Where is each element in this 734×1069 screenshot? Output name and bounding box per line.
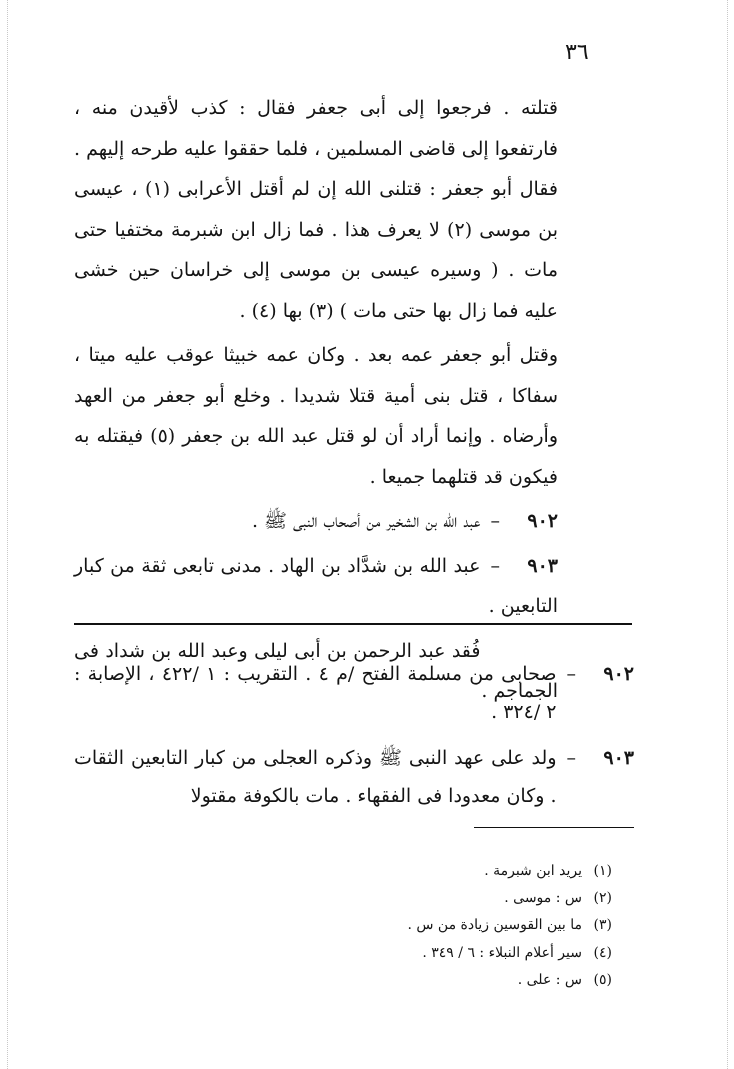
section-divider [74,623,632,625]
footnote [300,885,612,912]
footnote-text: س : موسى . [504,890,582,907]
main-text [74,88,558,712]
footnote-text: سير أعلام النبلاء : ٦ / ٣٤٩ . [422,944,582,961]
entry-text: فُقد عبد الرحمن بن أبى ليلى وعبد الله بن شداد فى الجماجم . [74,639,558,702]
entry-dash: – [490,510,500,532]
note-entry [74,655,634,731]
note-number: ٩٠٣ [603,747,634,769]
margin-dotted-line-right [727,0,728,1069]
paragraph: وقتل أبو جعفر عمه بعد . وكان عمه خبيثا عوقب عليه ميتا ، سفاكا ، قتل بنى أمية قتلا شديدا . وخلع أبو جعفر من العهد وأرضاه . وإنما أراد أن لو قتل عبد الله بن جعفر (٥) فيقتله به فيكون قد قتلهما جميعا . [74,344,558,488]
footnote-text: ما بين القوسين زيادة من س . [407,917,582,934]
entry-number: ٩٠٣ [527,554,558,577]
note-text: ولد على عهد النبى ﷺ وذكره العجلى من كبار التابعين الثقات . وكان معدودا فى الفقهاء . مات بالكوفة مقتولا [74,747,557,807]
entry-text: عبد الله بن الشخير من أصحاب النبى ﷺ . [251,510,481,532]
footnote-divider [474,827,634,828]
footnote-number: (٢) [593,890,612,907]
biography-entry [74,501,558,542]
biography-entry [74,546,558,627]
footnote-text: يريد ابن شبرمة . [484,863,582,879]
page-number: ٣٦ [565,40,589,65]
note-entry [74,739,634,815]
footnote [300,967,612,994]
notes-section [74,655,634,823]
entry-text: عبد الله بن شدَّاد بن الهاد . مدنى تابعى ثقة من كبار التابعين . [74,554,558,617]
footnote [300,940,612,967]
footnote-number: (١) [593,863,612,879]
footnote [300,912,612,939]
footnote-number: (٥) [593,971,612,988]
footnote-number: (٣) [593,917,612,934]
footnote-number: (٤) [593,944,612,961]
margin-dotted-line-left [7,0,8,1069]
note-text: صحابى من مسلمة الفتح /م ٤ . التقريب : ١ /٤٢٢ ، الإصابة : ٢ /٣٢٤ . [74,663,557,723]
paragraph: قتلته . فرجعوا إلى أبى جعفر فقال : كذب لأقيدن منه ، فارتفعوا إلى قاضى المسلمين ، فلما حققوا عليه طرحه إليهم . فقال أبو جعفر : قتلنى الله إن لم أقتل الأعرابى (١) ، عيسى بن موسى (٢) لا يعرف هذا . فما زال ابن شبرمة مختفيا حتى مات . ( وسيره عيسى بن موسى إلى خراسان حين خشى عليه فما زال بها حتى مات ) (٣) بها (٤) . [74,97,559,322]
entry-dash: – [490,554,500,577]
note-dash: – [566,747,576,769]
footnote [300,858,612,885]
note-dash: – [566,663,576,685]
entry-number: ٩٠٢ [527,510,558,532]
note-number: ٩٠٢ [603,663,634,685]
footnotes [300,858,612,994]
footnote-text: س : على . [517,971,582,988]
